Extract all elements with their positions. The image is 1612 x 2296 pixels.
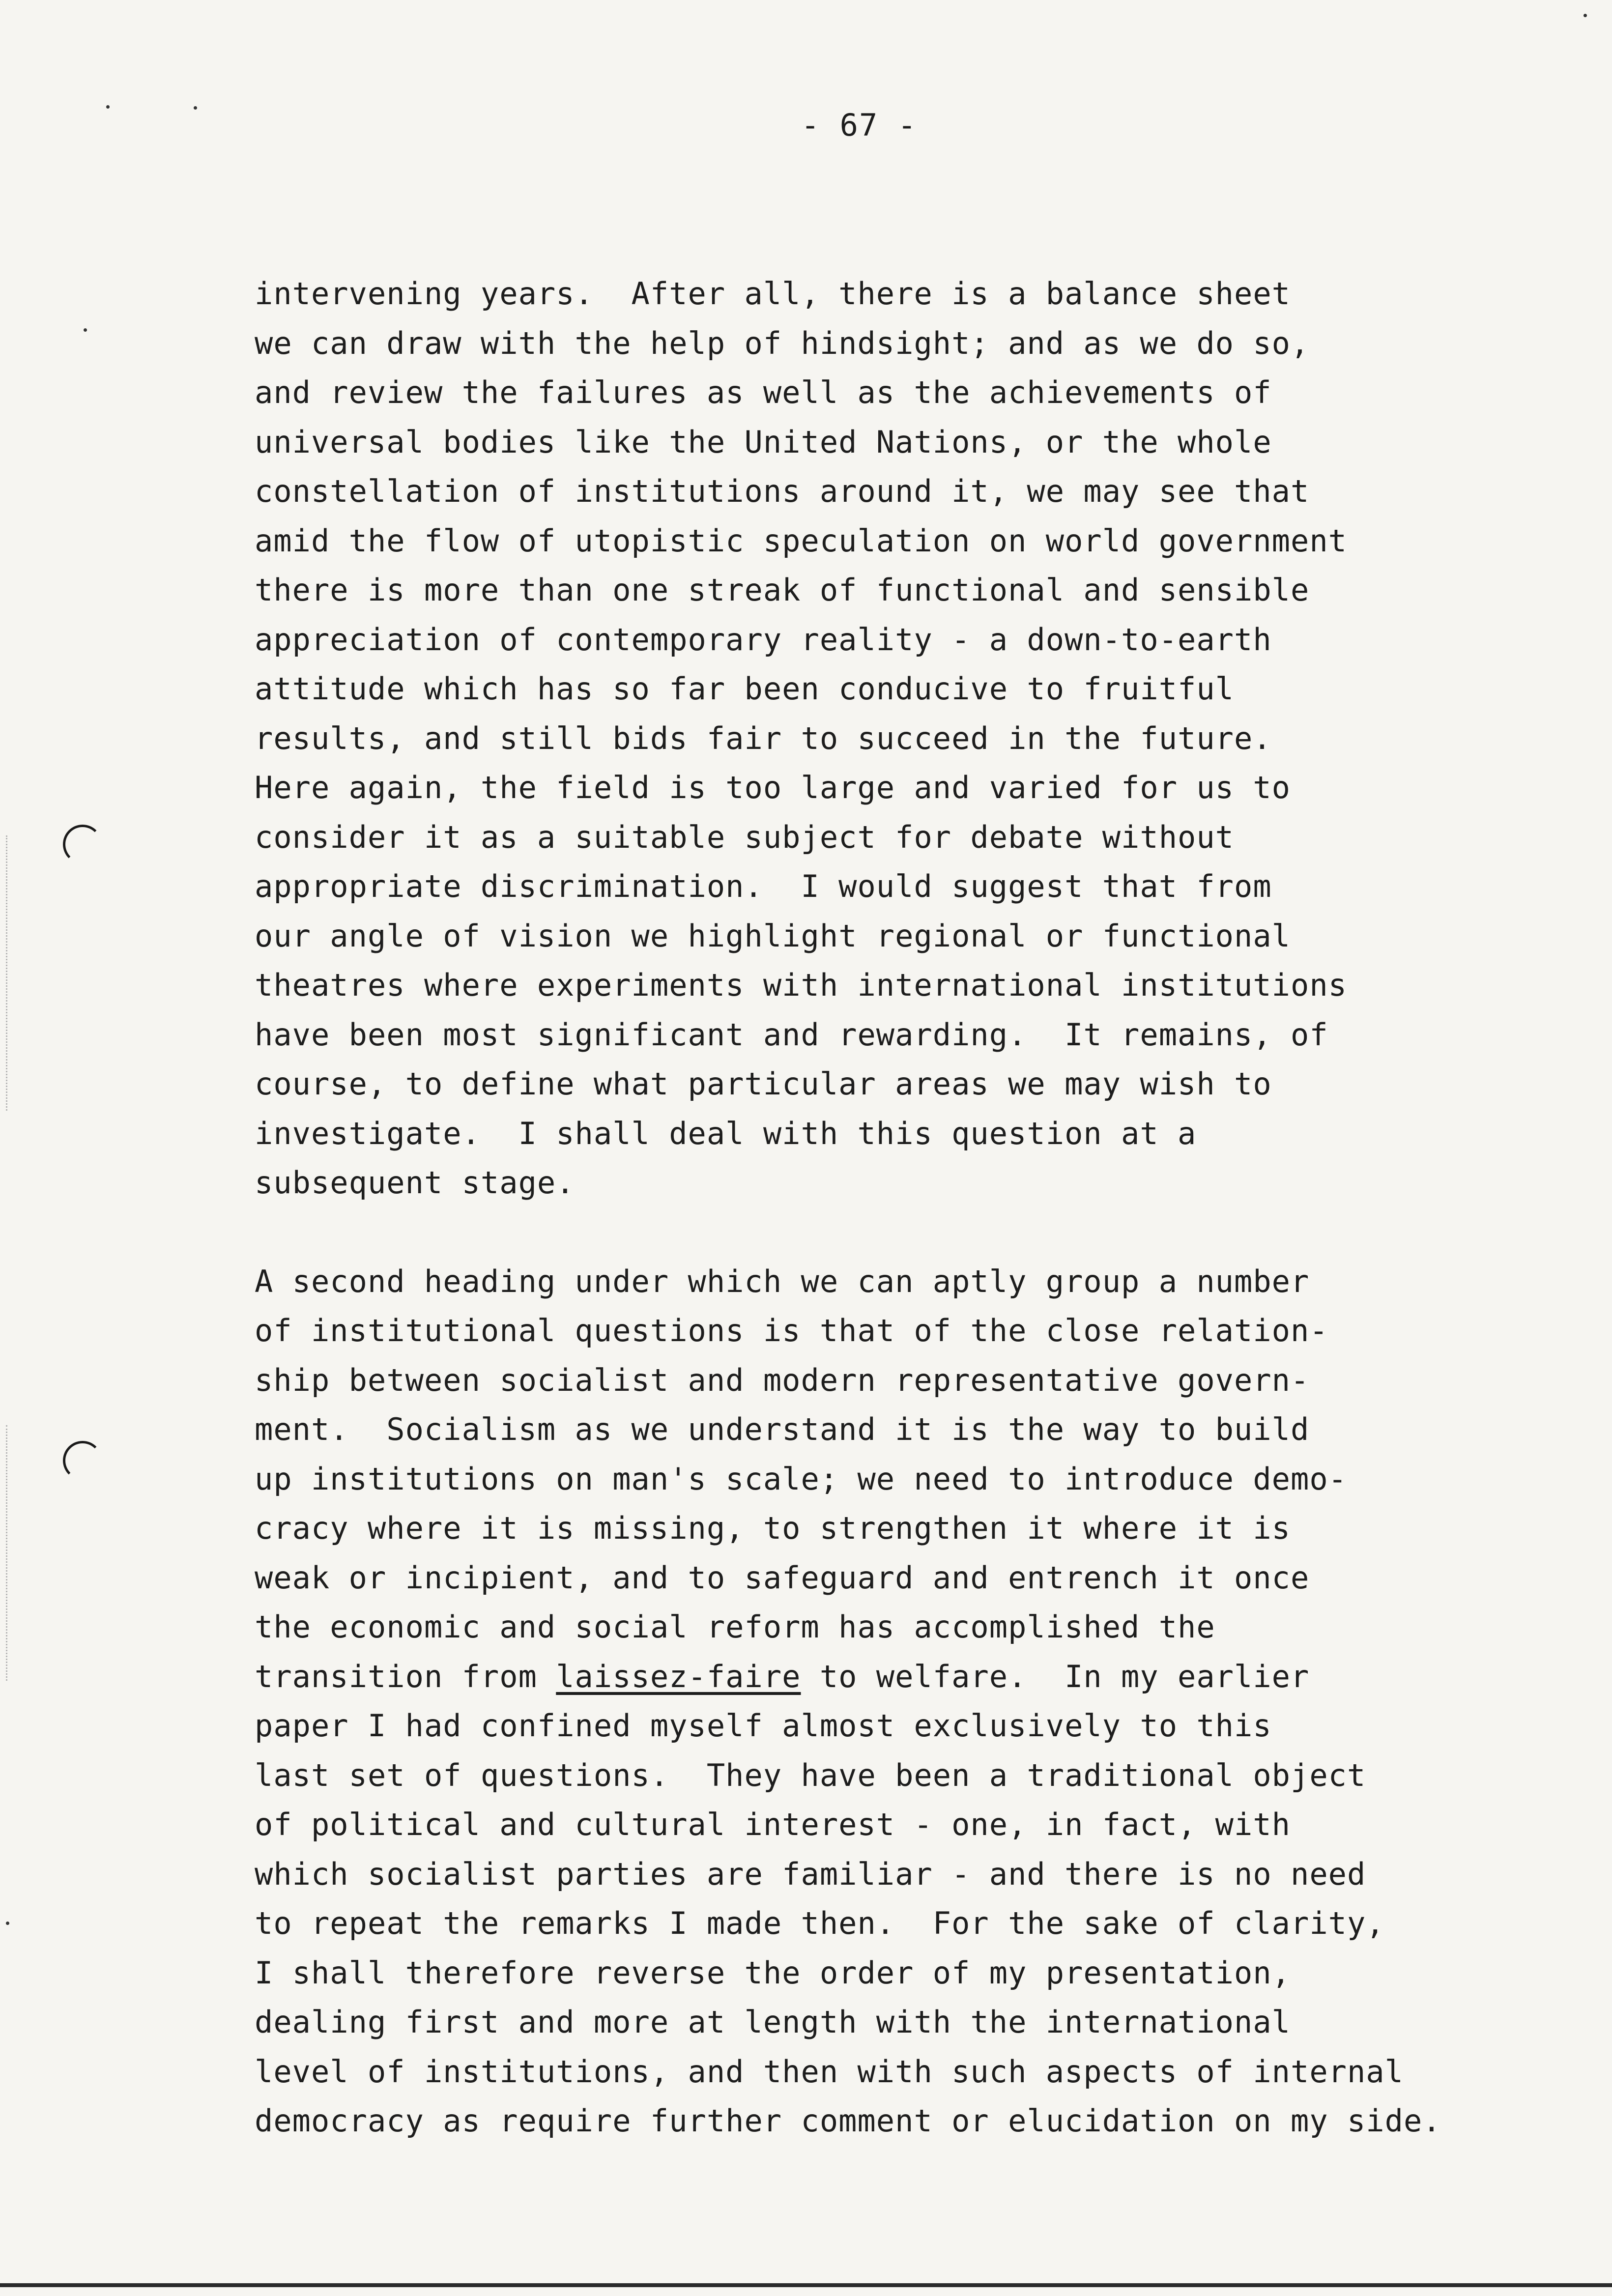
text-line: appropriate discrimination. I would suggest that from bbox=[255, 868, 1272, 904]
text-line: last set of questions. They have been a traditional object bbox=[255, 1757, 1366, 1793]
text-line: attitude which has so far been conducive to fruitful bbox=[255, 671, 1235, 707]
left-margin-dotted-rule bbox=[6, 835, 7, 1111]
scan-speck bbox=[84, 328, 87, 332]
text-line: of political and cultural interest - one, in fact, with bbox=[255, 1807, 1291, 1842]
left-margin-dotted-rule-lower bbox=[6, 1425, 7, 1681]
text-line: which socialist parties are familiar - and there is no need bbox=[255, 1856, 1366, 1892]
text-line: up institutions on man's scale; we need to introduce demo- bbox=[255, 1461, 1347, 1497]
text-line: paper I had confined myself almost exclusively to this bbox=[255, 1708, 1272, 1744]
text-line: cracy where it is missing, to strengthen it where it is bbox=[255, 1510, 1291, 1546]
body-text bbox=[255, 269, 1523, 2146]
text-line: theatres where experiments with international institutions bbox=[255, 967, 1347, 1003]
scan-speck bbox=[1583, 14, 1587, 17]
text-line: ship between socialist and modern representative govern- bbox=[255, 1362, 1310, 1398]
text-line: level of institutions, and then with such aspects of internal bbox=[255, 2053, 1404, 2090]
text-line: democracy as require further comment or elucidation on my side. bbox=[255, 2103, 1441, 2139]
text-line: we can draw with the help of hindsight; and as we do so, bbox=[255, 325, 1310, 361]
text-line: the economic and social reform has accomplished the bbox=[255, 1609, 1215, 1645]
text-line: to repeat the remarks I made then. For the sake of clarity, bbox=[255, 1905, 1385, 1941]
scan-speck bbox=[6, 1922, 9, 1925]
text-line: our angle of vision we highlight regional or functional bbox=[255, 918, 1291, 954]
binder-hole-mark-top bbox=[63, 825, 102, 864]
page-number: - 67 - bbox=[801, 107, 917, 143]
text-line: A second heading under which we can aptly group a number bbox=[255, 1263, 1310, 1299]
text-line: results, and still bids fair to succeed in the future. bbox=[255, 720, 1272, 756]
paragraph-1 bbox=[255, 269, 1523, 1208]
text-line-with-underline bbox=[255, 1652, 1523, 1702]
scan-speck bbox=[194, 106, 197, 110]
underlined-term: laissez-faire bbox=[556, 1658, 801, 1694]
text-line: dealing first and more at length with the international bbox=[255, 2004, 1291, 2040]
text-line: appreciation of contemporary reality - a down-to-earth bbox=[255, 621, 1272, 658]
text-line: intervening years. After all, there is a balance sheet bbox=[255, 276, 1291, 312]
line-segment: transition from bbox=[255, 1658, 556, 1694]
text-line: amid the flow of utopistic speculation on world government bbox=[255, 522, 1347, 559]
text-line: weak or incipient, and to safeguard and entrench it once bbox=[255, 1559, 1310, 1596]
paragraph-2 bbox=[255, 1257, 1523, 2146]
line-segment: to welfare. In my earlier bbox=[801, 1658, 1310, 1694]
binder-hole-mark-bottom bbox=[63, 1441, 102, 1480]
text-line: constellation of institutions around it, we may see that bbox=[255, 473, 1310, 509]
text-line: there is more than one streak of functional and sensible bbox=[255, 572, 1310, 608]
text-line: subsequent stage. bbox=[255, 1165, 575, 1201]
text-line: Here again, the field is too large and varied for us to bbox=[255, 770, 1291, 805]
text-line: have been most significant and rewarding. It remains, of bbox=[255, 1016, 1328, 1053]
text-line: investigate. I shall deal with this question at a bbox=[255, 1115, 1197, 1151]
text-line: I shall therefore reverse the order of my presentation, bbox=[255, 1954, 1291, 1991]
text-line: consider it as a suitable subject for debate without bbox=[255, 819, 1235, 855]
text-line: course, to define what particular areas we may wish to bbox=[255, 1066, 1272, 1102]
text-line: of institutional questions is that of the close relation- bbox=[255, 1313, 1328, 1349]
text-line: and review the failures as well as the achievements of bbox=[255, 374, 1272, 410]
scan-speck bbox=[106, 105, 110, 109]
text-line: universal bodies like the United Nations, or the whole bbox=[255, 424, 1272, 460]
bottom-edge-rule bbox=[0, 2283, 1612, 2287]
text-line: ment. Socialism as we understand it is the way to build bbox=[255, 1411, 1310, 1447]
